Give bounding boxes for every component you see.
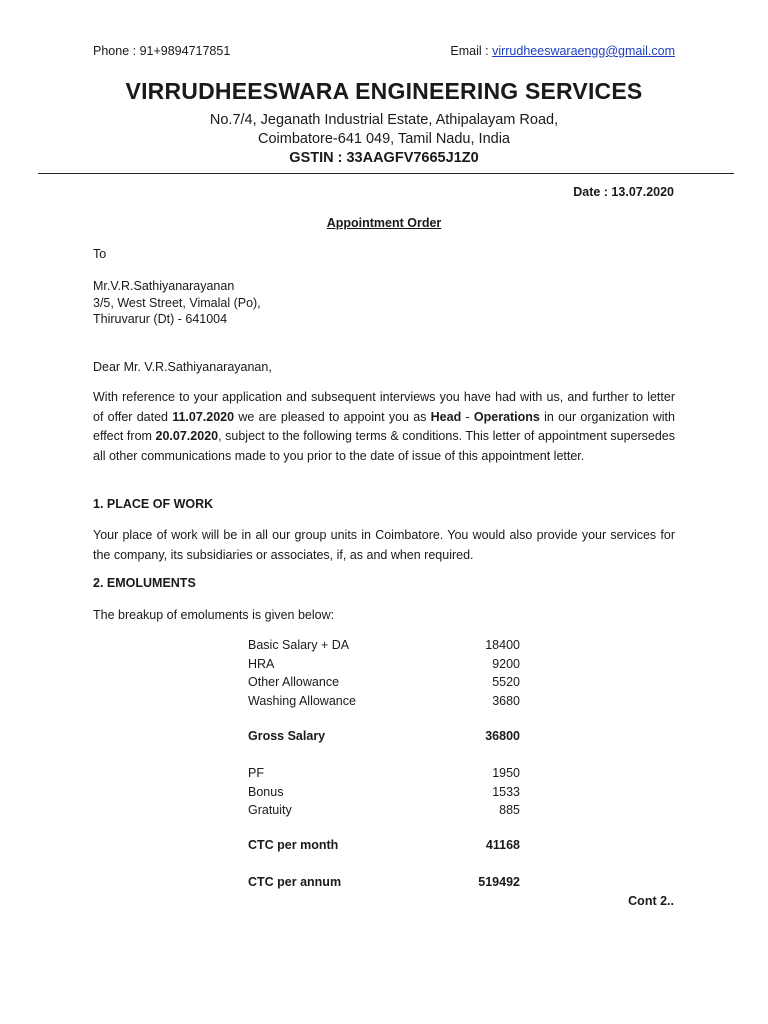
salary-row-hra — [248, 657, 520, 675]
salary-label: CTC per month — [248, 838, 339, 852]
salary-value: 41168 — [485, 838, 520, 852]
company-address-line1: No.7/4, Jeganath Industrial Estate, Athipalayam Road, — [209, 112, 559, 128]
intro-text-2: we are pleased to appoint you as — [234, 409, 431, 424]
salutation: Dear Mr. V.R.Sathiyanarayanan, — [93, 360, 272, 374]
salary-value: 3680 — [492, 694, 520, 708]
salary-label: Other Allowance — [248, 675, 340, 689]
header-divider — [38, 173, 734, 174]
salary-label: Washing Allowance — [248, 694, 356, 708]
salary-label: CTC per annum — [248, 875, 342, 889]
salary-label: Gratuity — [248, 803, 292, 817]
contact-row — [93, 44, 675, 62]
salary-row-other-allowance — [248, 675, 520, 693]
salary-row-gross — [248, 729, 520, 747]
recipient-address-line2: Thiruvarur (Dt) - 641004 — [93, 312, 228, 326]
intro-paragraph — [93, 388, 675, 466]
salary-value: 18400 — [485, 638, 520, 652]
salary-label: Basic Salary + DA — [248, 638, 350, 652]
intro-text-5: , subject to the following terms & conditions. This letter of appointment supersedes all other communications made to you prior to the date of issue of this appointment letter. — [93, 429, 675, 463]
phone-number: Phone : 91+9894717851 — [93, 44, 231, 58]
salary-value: 9200 — [492, 657, 520, 671]
company-gstin: GSTIN : 33AAGFV7665J1Z0 — [289, 150, 479, 166]
intro-text-3: - — [461, 409, 474, 424]
letter-date: Date : 13.07.2020 — [573, 185, 674, 199]
section-title-place-of-work: 1. PLACE OF WORK — [93, 497, 214, 511]
email-link[interactable]: virrudheeswaraengg@gmail.com — [492, 44, 675, 58]
salary-value: 5520 — [492, 675, 520, 689]
intro-text-4: in our organization with effect from — [93, 409, 675, 443]
continuation-marker: Cont 2.. — [628, 894, 674, 908]
salary-row-bonus — [248, 785, 520, 803]
salary-row-washing-allowance — [248, 694, 520, 712]
salary-label: Bonus — [248, 785, 284, 799]
to-label: To — [93, 247, 107, 261]
salary-row-ctc-annum — [248, 875, 520, 893]
company-name: VIRRUDHEESWARA ENGINEERING SERVICES — [125, 78, 643, 104]
salary-row-ctc-month — [248, 838, 520, 856]
email-label: Email : — [450, 44, 493, 58]
salary-label: HRA — [248, 657, 275, 671]
offer-date: 11.07.2020 — [172, 409, 235, 424]
recipient-address — [93, 278, 261, 328]
effective-date: 20.07.2020 — [155, 429, 219, 443]
salary-value: 519492 — [478, 875, 520, 889]
salary-row-pf — [248, 766, 520, 784]
company-address-line2: Coimbatore-641 049, Tamil Nadu, India — [257, 131, 510, 147]
section-title-emoluments: 2. EMOLUMENTS — [93, 576, 196, 590]
intro-text-1: With reference to your application and subsequent interviews you have had with us, and further to letter of offer dated — [93, 390, 675, 424]
role-title-part1: Head — [430, 409, 462, 424]
salary-row-gratuity — [248, 803, 520, 821]
place-of-work-paragraph: Your place of work will be in all our group units in Coimbatore. You would also provide your services for the company, its subsidiaries or associates, if, as and when required. — [93, 528, 675, 562]
recipient-name: Mr.V.R.Sathiyanarayanan — [93, 279, 235, 293]
role-title-part2: Operations — [473, 409, 540, 424]
salary-label: Gross Salary — [248, 729, 326, 743]
letter-subject: Appointment Order — [326, 216, 442, 230]
email-contact — [450, 44, 675, 58]
salary-label: PF — [248, 766, 264, 780]
salary-value: 1950 — [492, 766, 520, 780]
salary-value: 1533 — [492, 785, 520, 799]
emoluments-intro: The breakup of emoluments is given below: — [93, 608, 335, 622]
recipient-address-line1: 3/5, West Street, Vimalal (Po), — [93, 295, 261, 310]
salary-value: 36800 — [485, 729, 520, 743]
salary-value: 885 — [499, 803, 520, 817]
salary-row-basic — [248, 638, 520, 656]
